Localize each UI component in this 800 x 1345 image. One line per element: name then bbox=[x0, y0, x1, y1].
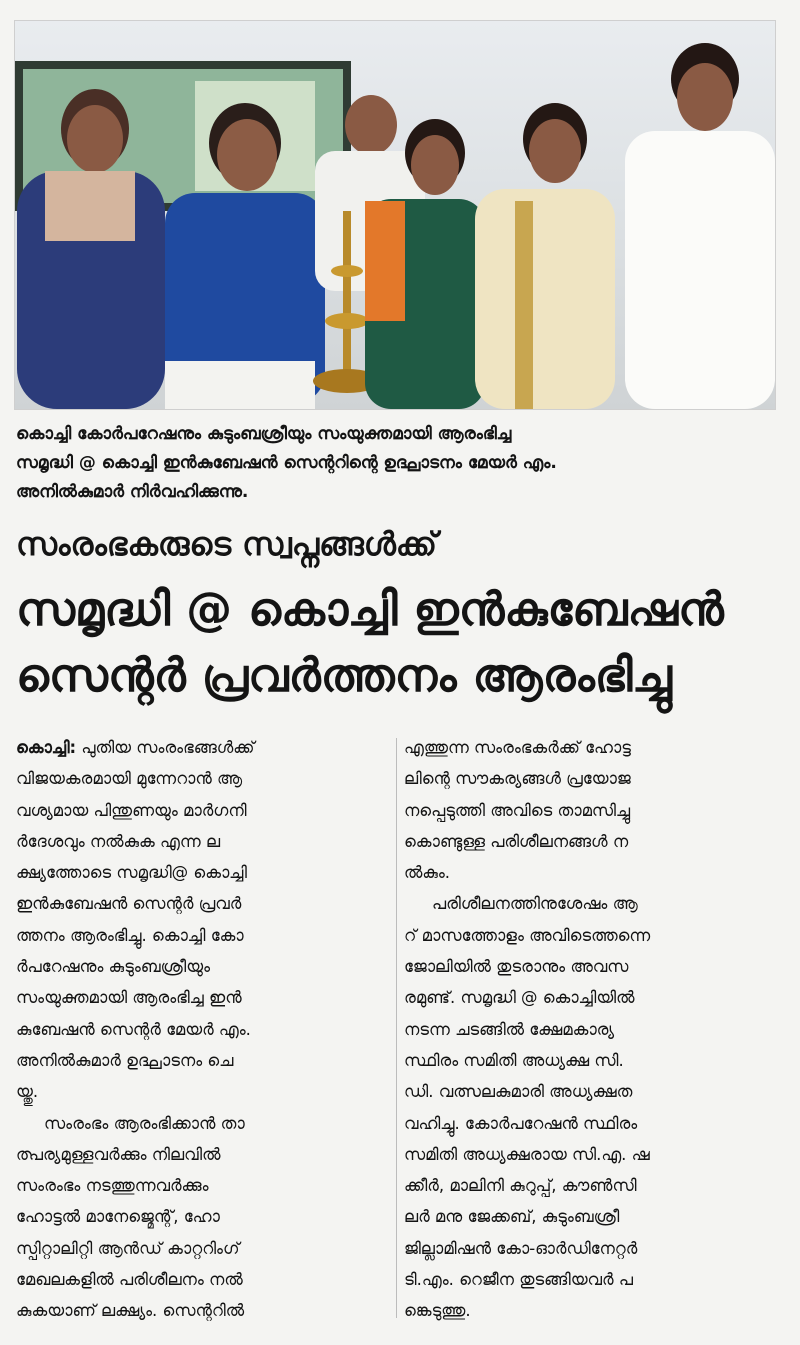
article-line: വശ്യമായ പിന്തുണയും മാർഗനി bbox=[16, 800, 247, 820]
article-line: സ്ഥിരം സമിതി അധ്യക്ഷ സി. bbox=[404, 1050, 624, 1070]
article-line: മേഖലകളിൽ പരിശീലനം നൽ bbox=[16, 1270, 243, 1290]
article-line: സംരംഭം നടത്തുന്നവർക്കും bbox=[16, 1176, 209, 1196]
caption-line: കൊച്ചി കോർപറേഷനും കുടുംബശ്രീയും സംയുക്തമായി ആരംഭിച്ച bbox=[16, 424, 512, 444]
article-line: വിജയകരമായി മുന്നേറാൻ ആ bbox=[16, 769, 243, 789]
article-line: ടി.എം. റെജീന തുടങ്ങിയവർ പ bbox=[404, 1270, 633, 1290]
headline-kicker: സംരംഭകരുടെ സ്വപ്നങ്ങൾക്ക് bbox=[16, 525, 437, 563]
article-line: രമുണ്ട്. സമൃദ്ധി @ കൊച്ചിയിൽ bbox=[404, 988, 635, 1008]
article-line: ജില്ലാമിഷൻ കോ-ഓർഡിനേറ്റർ bbox=[404, 1238, 638, 1258]
article-line: ക്കീർ, മാലിനി കുറുപ്പ്, കൗൺസി bbox=[404, 1176, 637, 1196]
photo-caption bbox=[16, 420, 776, 507]
article-line: യ്തു. bbox=[16, 1082, 39, 1102]
article-column-left bbox=[16, 732, 398, 1327]
article-line: സ്പിറ്റാലിറ്റി ആൻഡ് കാറ്ററിംഗ് bbox=[16, 1238, 240, 1258]
article-line: സംരംഭം ആരംഭിക്കാൻ താ bbox=[44, 1113, 245, 1133]
article-line: കൊണ്ടുള്ള പരിശീലനങ്ങൾ ന bbox=[404, 831, 629, 851]
article-line: ജോലിയിൽ തുടരാനും അവസ bbox=[404, 957, 629, 977]
article-line: നപ്പെടുത്തി അവിടെ താമസിച്ചു bbox=[404, 800, 631, 820]
caption-line: സമൃദ്ധി @ കൊച്ചി ഇൻകുബേഷൻ സെന്ററിന്റെ ഉദ്ഘാടനം മേയർ എം. bbox=[16, 453, 557, 473]
article-line: അനിൽകുമാർ ഉദ്ഘാടനം ചെ bbox=[16, 1050, 234, 1070]
article-line: കുബേഷൻ സെന്റർ മേയർ എം. bbox=[16, 1019, 251, 1039]
news-photo bbox=[14, 20, 776, 410]
article-column-right bbox=[404, 732, 786, 1327]
article-line: സംയുക്തമായി ആരംഭിച്ച ഇൻ bbox=[16, 988, 242, 1008]
article-line: റ് മാസത്തോളം അവിടെത്തന്നെ bbox=[404, 925, 651, 945]
headline-line: സമൃദ്ധി @ കൊച്ചി ഇൻകുബേഷൻ bbox=[16, 582, 724, 636]
column-divider bbox=[396, 738, 397, 1318]
article-line: നടന്ന ചടങ്ങിൽ ക്ഷേമകാര്യ bbox=[404, 1019, 615, 1039]
article-line: ത്തനം ആരംഭിച്ചു. കൊച്ചി കോ bbox=[16, 925, 244, 945]
article-text: പുതിയ സംരംഭങ്ങൾക്ക് bbox=[76, 738, 255, 757]
article-line: സമിതി അധ്യക്ഷരായ സി.എ. ഷ bbox=[404, 1144, 650, 1164]
article-line: ഡി. വത്സലകുമാരി അധ്യക്ഷത bbox=[404, 1082, 633, 1102]
headline-line: സെന്റർ പ്രവർത്തനം ആരംഭിച്ചു bbox=[16, 648, 672, 702]
article-line: ഇൻകുബേഷൻ സെന്റർ പ്രവർ bbox=[16, 894, 242, 914]
article-line: ൽകും. bbox=[404, 863, 451, 883]
article-line: ത്പര്യമുള്ളവർക്കും നിലവിൽ bbox=[16, 1144, 221, 1164]
article-line: ങ്കെടുത്തു. bbox=[404, 1301, 471, 1321]
article-line: ർപറേഷനും കുടുംബശ്രീയും bbox=[16, 957, 211, 977]
article-line: ഹോട്ടൽ മാനേജ്മെന്റ്, ഹോ bbox=[16, 1207, 220, 1227]
article-line: ലർ മനു ജേക്കബ്, കുടുംബശ്രീ bbox=[404, 1207, 620, 1227]
article-line bbox=[16, 732, 398, 763]
caption-line: അനിൽകുമാർ നിർവഹിക്കുന്നു. bbox=[16, 482, 249, 502]
dateline: കൊച്ചി: bbox=[16, 738, 77, 757]
article-line: ർദേശവും നൽകുക എന്ന ല bbox=[16, 831, 221, 851]
article-line: ക്ഷ്യത്തോടെ സമൃദ്ധി@ കൊച്ചി bbox=[16, 863, 247, 883]
article-line: കുകയാണ് ലക്ഷ്യം. സെന്ററിൽ bbox=[16, 1301, 245, 1321]
headline bbox=[16, 576, 786, 708]
article-line: പരിശീലനത്തിനുശേഷം ആ bbox=[432, 894, 638, 914]
article-line: വഹിച്ചു. കോർപറേഷൻ സ്ഥിരം bbox=[404, 1113, 638, 1133]
article-line: എത്തുന്ന സംരംഭകർക്ക് ഹോട്ട bbox=[404, 738, 631, 757]
article-line: ലിന്റെ സൗകര്യങ്ങൾ പ്രയോജ bbox=[404, 769, 631, 789]
